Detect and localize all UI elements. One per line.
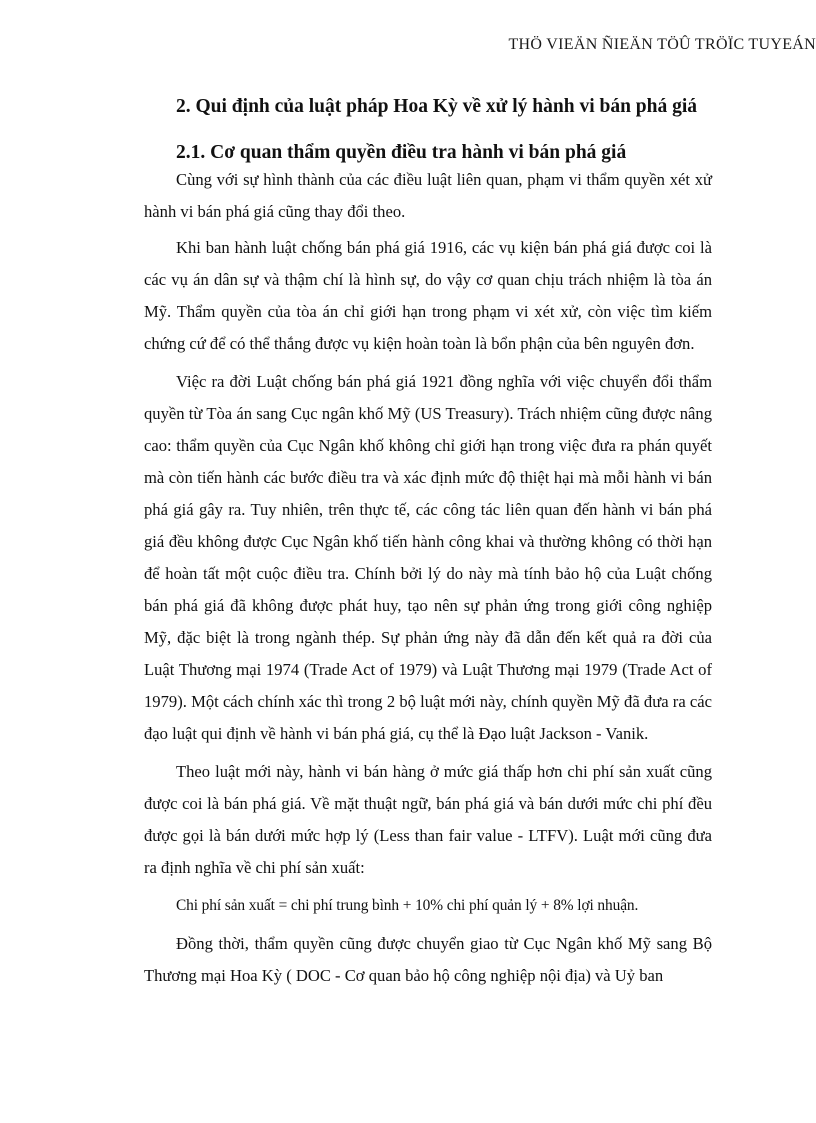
paragraph: Khi ban hành luật chống bán phá giá 1916, các vụ kiện bán phá giá được coi là các vụ án dân sự và thậm chí là hình sự, do vậy cơ quan chịu trách nhiệm là tòa án Mỹ. Thẩm quyền của tòa án chỉ giới hạn trong phạm vi xét xử, còn việc tìm kiếm chứng cứ để có thể thắng được vụ kiện hoàn toàn là bổn phận của bên nguyên đơn. bbox=[144, 238, 712, 353]
paragraph: Việc ra đời Luật chống bán phá giá 1921 đồng nghĩa với việc chuyển đổi thẩm quyền từ Tòa án sang Cục ngân khố Mỹ (US Treasury). Trách nhiệm cũng được nâng cao: thẩm quyền của Cục Ngân khố không chỉ giới hạn trong việc đưa ra phán quyết mà còn tiến hành các bước điều tra và xác định mức độ thiệt hại mà mỗi hành vi bán phá giá gây ra. Tuy nhiên, trên thực tế, các công tác liên quan đến hành vi bán phá giá đều không được Cục Ngân khố tiến hành công khai và thường không có thời hạn để hoàn tất một cuộc điều tra. Chính bởi lý do này mà tính bảo hộ của Luật chống bán phá giá đã không được phát huy, tạo nên sự phản ứng trong giới công nghiệp Mỹ, đặc biệt là trong ngành thép. Sự phản ứng này đã dẫn đến kết quả ra đời của Luật Thương mại 1974 (Trade Act of 1979) và Luật Thương mại 1979 (Trade Act of 1979). Một cách chính xác thì trong 2 bộ luật mới này, chính quyền Mỹ đã đưa ra các đạo luật qui định về hành vi bán phá giá, cụ thể là Đạo luật Jackson - Vanik. bbox=[144, 372, 712, 743]
section-heading: 2. Qui định của luật pháp Hoa Kỳ về xử lý hành vi bán phá giá bbox=[176, 96, 698, 117]
running-header: THÖ VIEÄN ÑIEÄN TÖÛ TRÖÏC TUYEÁN bbox=[508, 36, 816, 53]
paragraph: Cùng với sự hình thành của các điều luật liên quan, phạm vi thẩm quyền xét xử hành vi bán phá giá cũng thay đổi theo. bbox=[144, 170, 712, 221]
formula-line: Chi phí sản xuất = chi phí trung bình + 10% chi phí quản lý + 8% lợi nhuận. bbox=[176, 897, 639, 914]
document-body bbox=[144, 92, 712, 998]
paragraph: Đồng thời, thẩm quyền cũng được chuyển giao từ Cục Ngân khố Mỹ sang Bộ Thương mại Hoa Kỳ ( DOC - Cơ quan bảo hộ công nghiệp nội địa) và Uỷ ban bbox=[144, 934, 712, 985]
paragraph: Theo luật mới này, hành vi bán hàng ở mức giá thấp hơn chi phí sản xuất cũng được coi là bán phá giá. Về mặt thuật ngữ, bán phá giá và bán dưới mức chi phí đều được gọi là bán dưới mức hợp lý (Less than fair value - LTFV). Luật mới cũng đưa ra định nghĩa về chi phí sản xuất: bbox=[144, 762, 712, 877]
subsection-heading: 2.1. Cơ quan thẩm quyền điều tra hành vi bán phá giá bbox=[176, 142, 627, 163]
